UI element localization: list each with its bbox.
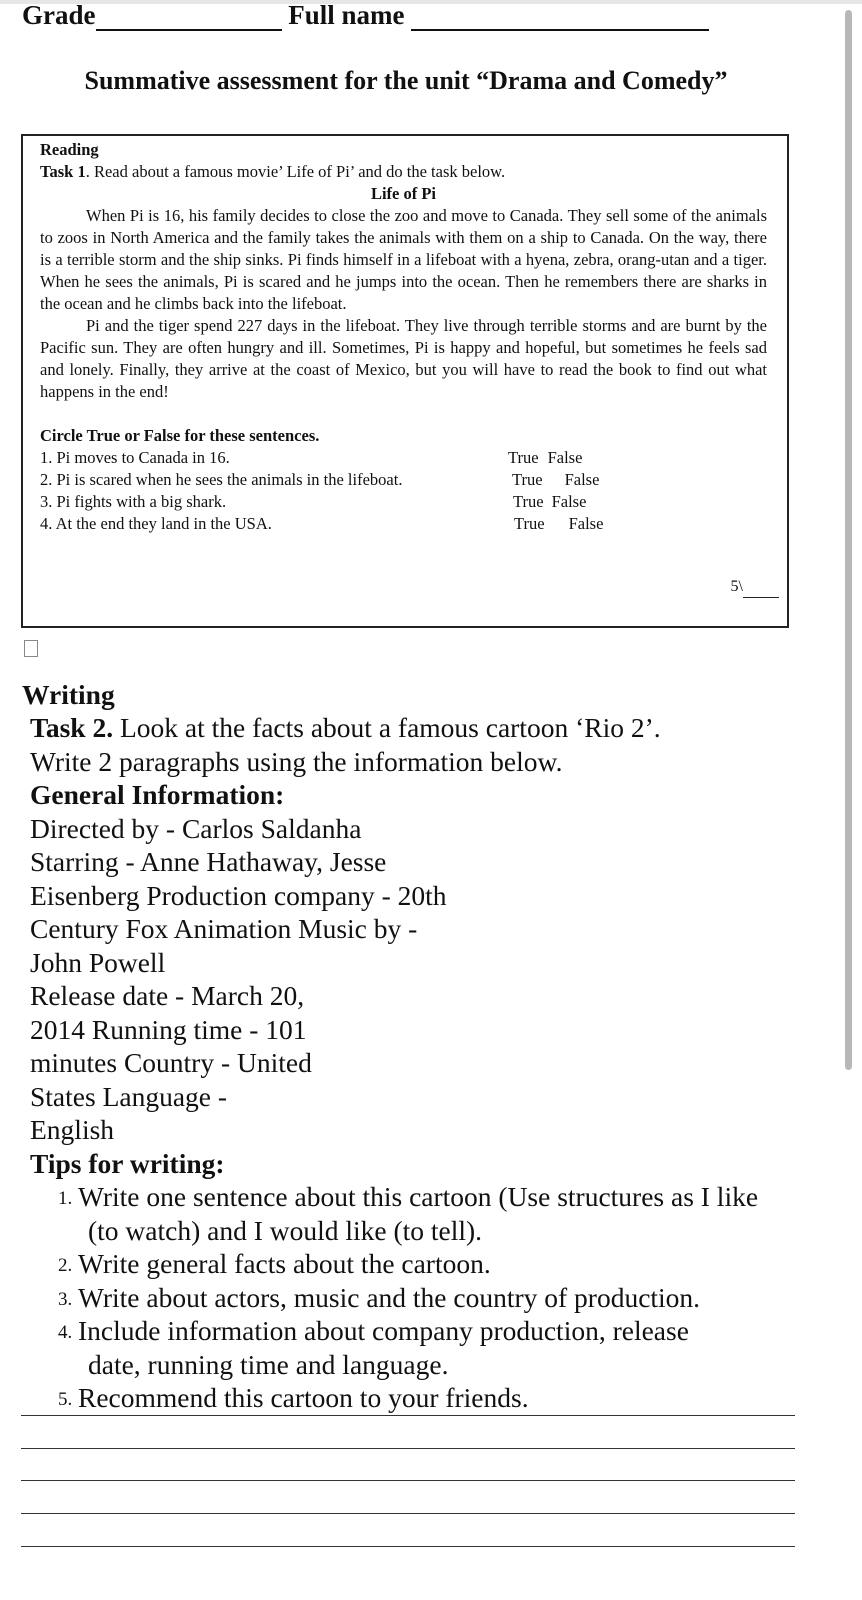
tip-text-continued: (to watch) and I would like (to tell). — [88, 1214, 483, 1246]
info-line: Directed by - Carlos Saldanha — [30, 812, 362, 844]
grade-blank — [96, 5, 282, 31]
story-paragraph-1: When Pi is 16, his family decides to close the zoo and move to Canada. They sell some of the animals to zoos in North America and the family takes the animals with them on a ship to Canada. On the way, there is a terrible storm and the ship sinks. Pi finds himself in a lifeboat with a hyena, zebra, orang-utan and a tiger. When he sees the animals, Pi is scared and he jumps into the ocean. Then he remembers there are sharks in the ocean and he climbs back into the lifeboat. — [40, 206, 767, 313]
true-false-instruction: Circle True or False for these sentences. — [40, 426, 320, 445]
statement-text: 1. Pi moves to Canada in 16. — [40, 448, 230, 467]
tips-list — [30, 1180, 830, 1415]
true-option[interactable]: True — [508, 448, 539, 467]
tip-item — [30, 1281, 830, 1315]
statement-text: 4. At the end they land in the USA. — [40, 514, 272, 533]
false-option[interactable]: False — [564, 470, 600, 489]
tip-number: 5. — [58, 1389, 73, 1410]
answer-line[interactable] — [21, 1448, 795, 1449]
reading-heading: Reading — [40, 140, 99, 159]
tip-text: Write about actors, music and the country of production. — [78, 1281, 701, 1313]
story-paragraph-2: Pi and the tiger spend 227 days in the lifeboat. They live through terrible storms and are burnt by the Pacific sun. They are often hungry and ill. Sometimes, Pi is happy and hopeful, but sometimes he feels sad and lonely. Finally, they arrive at the coast of Mexico, but you will have to read the book to find out what happens in the end! — [40, 316, 767, 401]
info-line: 2014 Running time - 101 — [30, 1013, 307, 1045]
tip-text: Recommend this cartoon to your friends. — [78, 1382, 529, 1413]
tip-text: Write general facts about the cartoon. — [78, 1248, 491, 1279]
info-line: John Powell — [30, 946, 166, 978]
tip-text-continued: date, running time and language. — [88, 1348, 449, 1380]
statement-row — [40, 513, 767, 535]
task2-label: Task 2. — [30, 712, 114, 743]
writing-body — [30, 711, 830, 1415]
false-option[interactable]: False — [551, 492, 587, 511]
info-line: English — [30, 1114, 115, 1145]
tip-item — [30, 1314, 830, 1381]
score-blank[interactable] — [743, 583, 779, 598]
full-name-blank — [411, 5, 709, 31]
checkbox[interactable] — [24, 640, 38, 657]
info-line: Starring - Anne Hathaway, Jesse — [30, 846, 387, 877]
story-title: Life of Pi — [370, 184, 437, 203]
task1-instruction — [40, 161, 767, 183]
tip-item — [30, 1381, 830, 1415]
info-line: minutes Country - United — [30, 1047, 312, 1078]
true-option[interactable]: True — [513, 492, 544, 511]
tip-item — [30, 1247, 830, 1281]
answer-line[interactable] — [21, 1480, 795, 1481]
tip-text: Include information about company production, release — [78, 1315, 689, 1346]
statement-text: 2. Pi is scared when he sees the animals in the lifeboat. — [40, 470, 403, 489]
true-option[interactable]: True — [514, 514, 545, 533]
tip-number: 1. — [58, 1188, 73, 1209]
false-option[interactable]: False — [568, 514, 604, 533]
true-option[interactable]: True — [512, 470, 543, 489]
full-name-label: Full name — [288, 0, 405, 30]
page-title: Summative assessment for the unit “Drama and Comedy” — [84, 66, 728, 95]
vertical-scrollbar[interactable] — [845, 10, 852, 1070]
score-label: 5\ — [730, 578, 743, 595]
tip-number: 3. — [58, 1288, 73, 1310]
tips-heading: Tips for writing: — [30, 1147, 225, 1179]
score-field — [731, 576, 779, 598]
student-header — [22, 0, 709, 31]
info-line: Century Fox Animation Music by - — [30, 913, 418, 944]
tip-text: Write one sentence about this cartoon (Use structures as I like — [78, 1181, 759, 1212]
task1-text: . Read about a famous movie’ Life of Pi’ and do the task below. — [85, 162, 506, 181]
task1-label: Task 1 — [40, 162, 86, 181]
statement-row — [40, 491, 767, 513]
answer-line[interactable] — [21, 1415, 795, 1416]
tip-number: 4. — [58, 1322, 73, 1343]
task2-instruction-2: Write 2 paragraphs using the information below. — [30, 745, 563, 777]
answer-line[interactable] — [21, 1513, 795, 1514]
writing-heading: Writing — [22, 679, 115, 710]
task2-text: Look at the facts about a famous cartoon ‘Rio 2’. — [113, 712, 661, 743]
general-info-heading: General Information: — [30, 779, 285, 810]
info-line: States Language - — [30, 1080, 228, 1112]
statement-text: 3. Pi fights with a big shark. — [40, 492, 227, 511]
info-line: Eisenberg Production company - 20th — [30, 879, 447, 911]
task2-instruction — [30, 711, 830, 745]
tip-number: 2. — [58, 1255, 73, 1276]
tip-item — [30, 1180, 830, 1247]
false-option[interactable]: False — [547, 448, 583, 467]
statement-row — [40, 469, 767, 491]
grade-label: Grade — [22, 0, 96, 30]
statement-row — [40, 447, 767, 469]
reading-section — [21, 134, 789, 628]
answer-line[interactable] — [21, 1546, 795, 1547]
info-line: Release date - March 20, — [30, 980, 305, 1011]
